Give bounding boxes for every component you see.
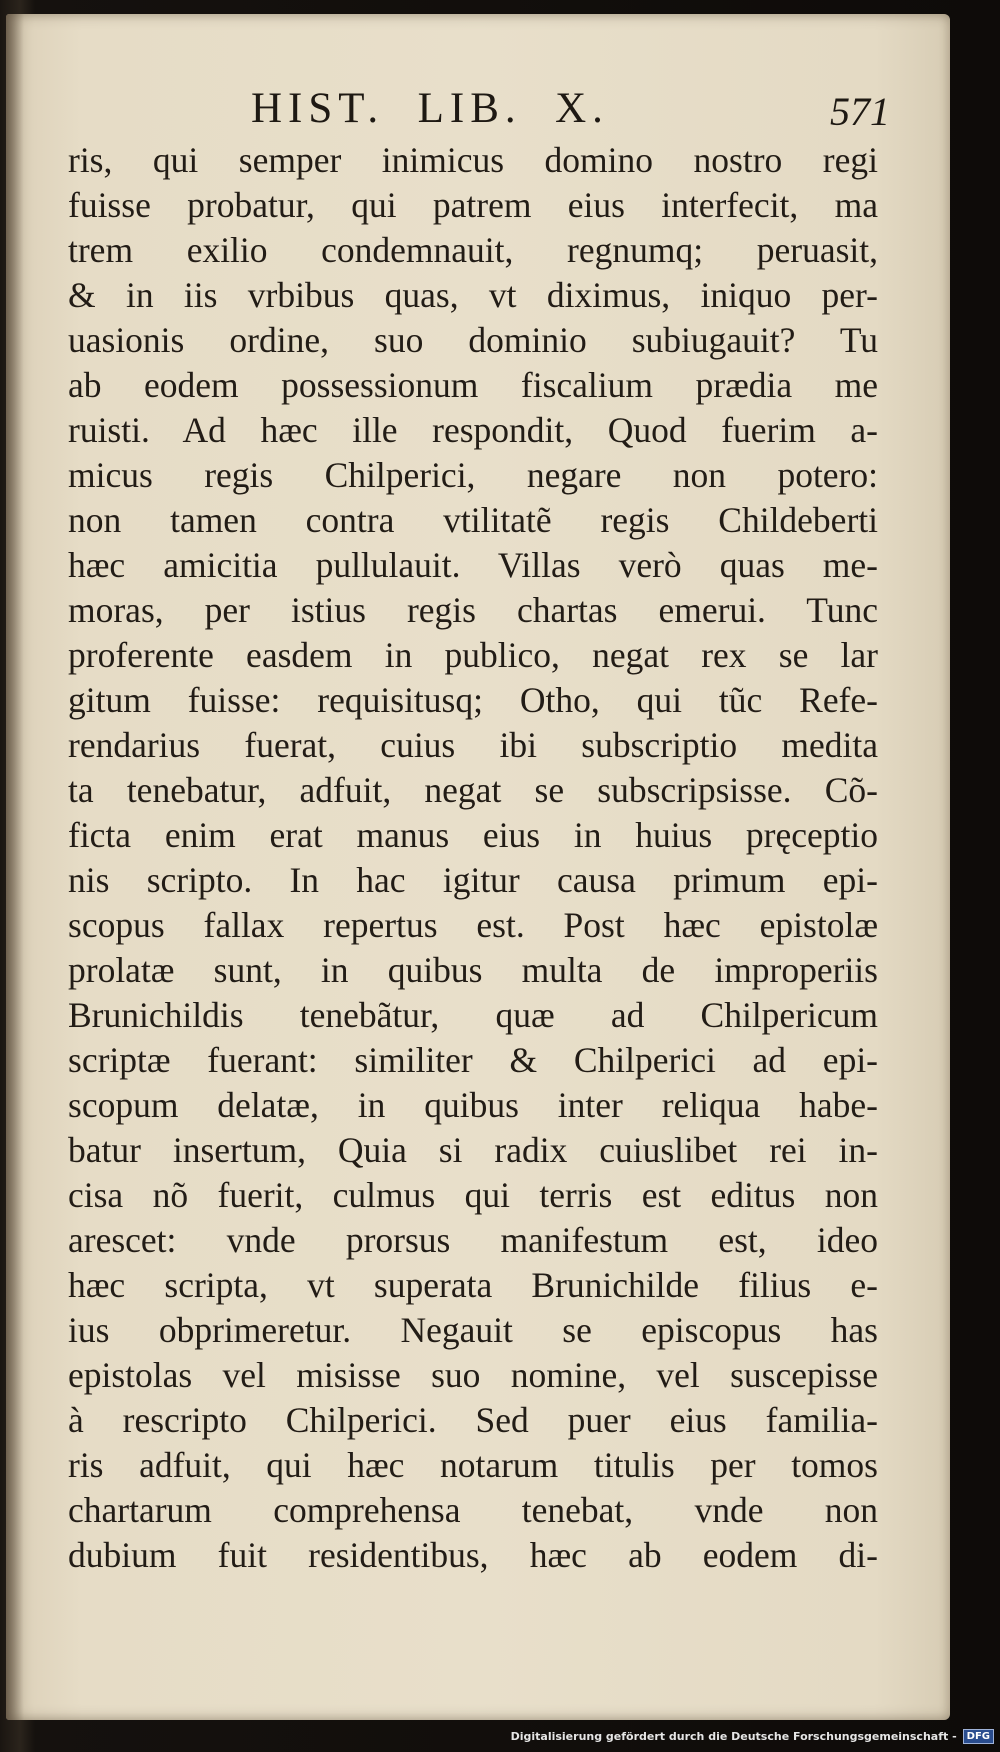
text-line: arescet: vnde prorsus manifestum est, ideo [68, 1220, 878, 1260]
page-gutter-shadow [6, 14, 24, 1720]
dfg-logo: DFG [963, 1729, 994, 1744]
text-line: scopus fallax repertus est. Post hæc epistolæ [68, 905, 878, 945]
text-line: cisa nõ fuerit, culmus qui terris est editus non [68, 1175, 878, 1215]
text-line: ab eodem possessionum fiscalium prædia me [68, 365, 878, 405]
funding-credit: Digitalisierung gefördert durch die Deutsche Forschungsgemeinschaft - [510, 1729, 957, 1743]
text-line: à rescripto Chilperici. Sed puer eius familia- [68, 1400, 878, 1440]
page-header [66, 84, 930, 144]
text-line: dubium fuit residentibus, hæc ab eodem di- [68, 1535, 878, 1575]
text-line: moras, per istius regis chartas emerui. Tunc [68, 590, 878, 630]
text-line: proferente easdem in publico, negat rex se lar [68, 635, 878, 675]
text-line: batur insertum, Quia si radix cuiuslibet rei in- [68, 1130, 878, 1170]
digitization-footer [511, 1726, 994, 1746]
text-line: rendarius fuerat, cuius ibi subscriptio medita [68, 725, 878, 765]
text-line: ius obprimeretur. Negauit se episcopus has [68, 1310, 878, 1350]
text-line: hæc amicitia pullulauit. Villas verò quas me- [68, 545, 878, 585]
text-line: prolatæ sunt, in quibus multa de improperiis [68, 950, 878, 990]
text-line: trem exilio condemnauit, regnumq; peruasit, [68, 230, 878, 270]
text-line: hæc scripta, vt superata Brunichilde filius e- [68, 1265, 878, 1305]
text-line: ris adfuit, qui hæc notarum titulis per tomos [68, 1445, 878, 1485]
text-line: ruisti. Ad hæc ille respondit, Quod fuerim a- [68, 410, 878, 450]
text-line: non tamen contra vtilitatẽ regis Childeberti [68, 500, 878, 540]
text-line: Brunichildis tenebãtur, quæ ad Chilpericum [68, 995, 878, 1035]
page-number: 571 [830, 89, 890, 134]
text-line: ta tenebatur, adfuit, negat se subscripsisse. Cõ- [68, 770, 878, 810]
text-line: epistolas vel misisse suo nomine, vel suscepisse [68, 1355, 878, 1395]
text-line: ris, qui semper inimicus domino nostro regi [68, 140, 878, 180]
text-line: fuisse probatur, qui patrem eius interfecit, ma [68, 185, 878, 225]
body-text [68, 138, 878, 1578]
text-line: scopum delatæ, in quibus inter reliqua habe- [68, 1085, 878, 1125]
text-line: scriptæ fuerant: similiter & Chilperici ad epi- [68, 1040, 878, 1080]
book-page [6, 14, 950, 1720]
text-line: uasionis ordine, suo dominio subiugauit? Tu [68, 320, 878, 360]
text-line: gitum fuisse: requisitusq; Otho, qui tũc Refe- [68, 680, 878, 720]
text-line: chartarum comprehensa tenebat, vnde non [68, 1490, 878, 1530]
text-line: micus regis Chilperici, negare non potero: [68, 455, 878, 495]
text-line: nis scripto. In hac igitur causa primum epi- [68, 860, 878, 900]
running-title: HIST. LIB. X. [251, 85, 609, 132]
text-line: & in iis vrbibus quas, vt diximus, iniquo per- [68, 275, 878, 315]
text-line: ficta enim erat manus eius in huius pręceptio [68, 815, 878, 855]
